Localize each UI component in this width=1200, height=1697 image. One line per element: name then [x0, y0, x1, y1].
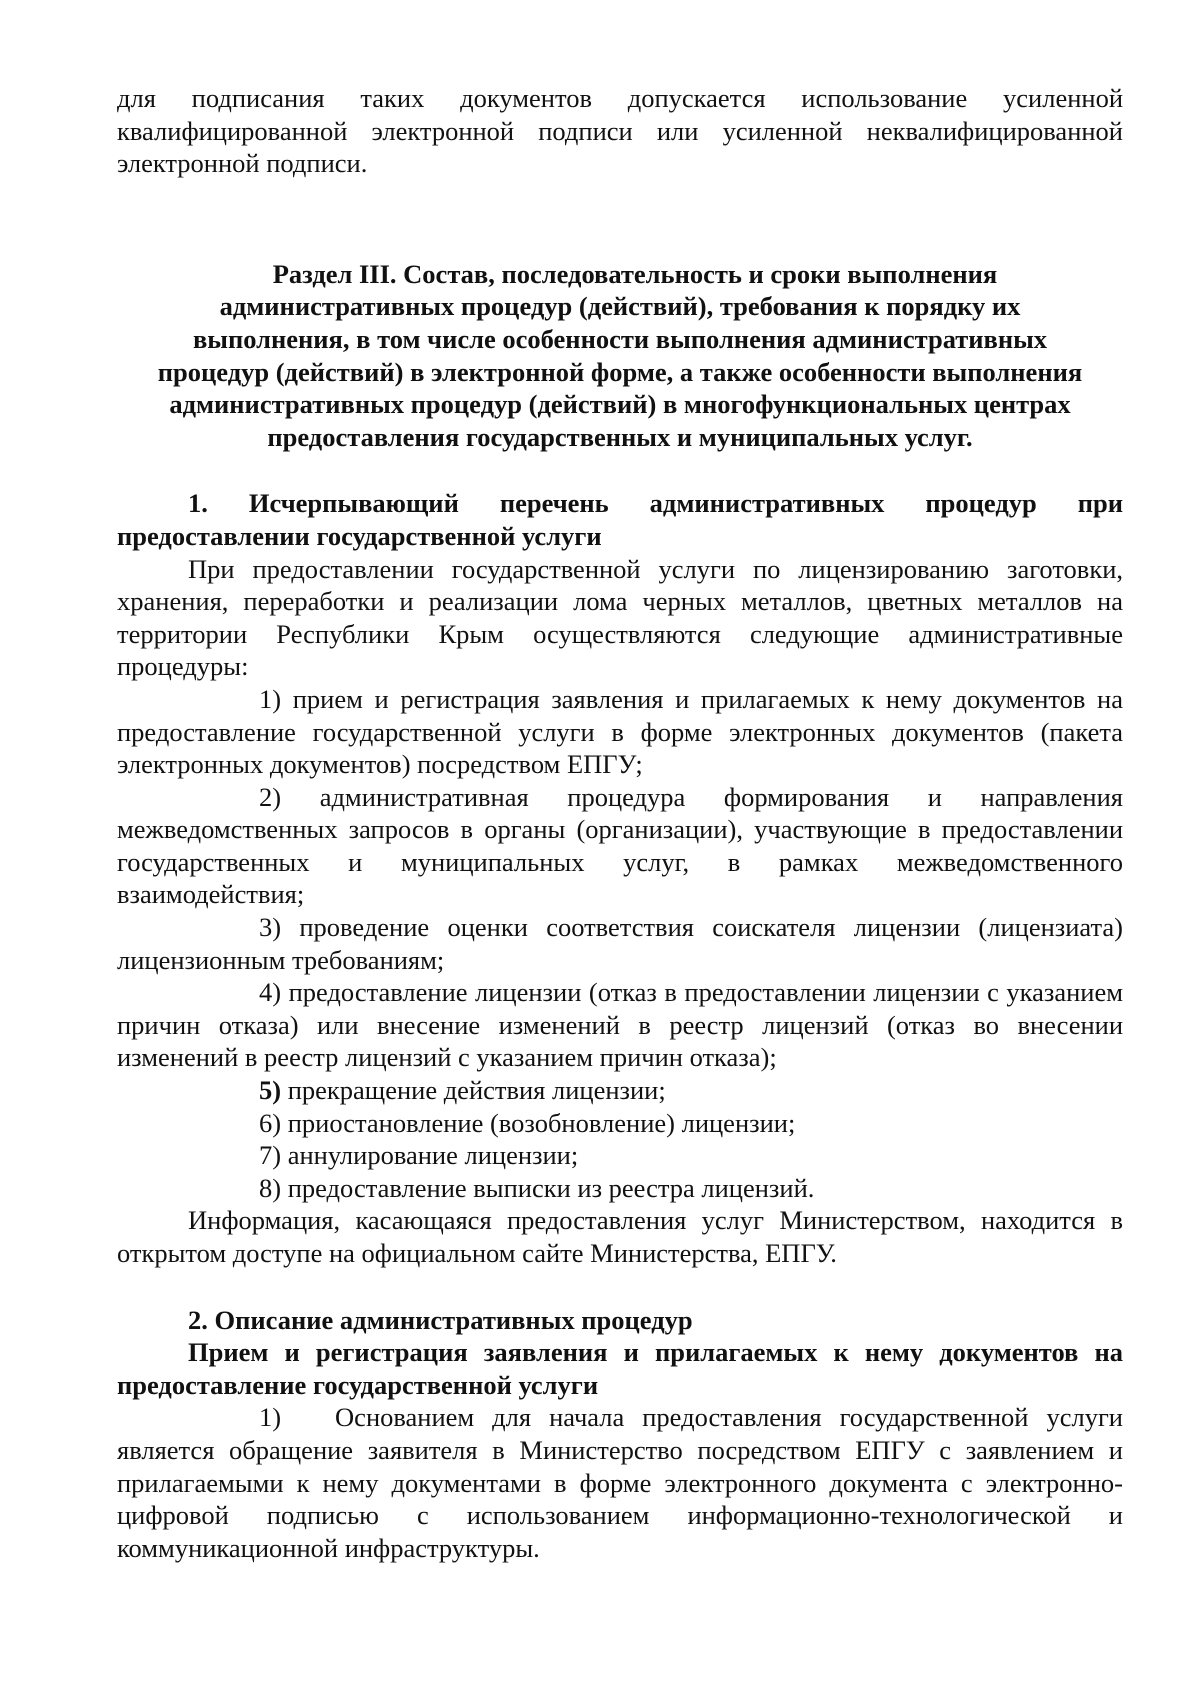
heading-procedures-description: 2. Описание административных процедур [188, 1304, 693, 1335]
procedures-intro-paragraph: При предоставлении государственной услуги по лицензированию заготовки, хранения, переработки и реализации лома черных металлов, цветных металлов на территории Республики Крым осуществляются следующие административные процедуры: [117, 553, 1123, 682]
list-item-text: административная процедура формирования и направления межведомственных запросов в органы (организации), участвующие в предоставлении государственных и муниципальных услуг, в рамках межведомственного взаимодействия; [117, 781, 1123, 910]
section-title-line: предоставления государственных и муниципальных услуг. [267, 421, 973, 452]
list-item [117, 1139, 1123, 1172]
heading-procedures-list: 1. Исчерпывающий перечень административных процедур при предоставлении государственной услуги [117, 488, 1123, 551]
list-item-number: 2) [259, 781, 282, 812]
list-item [117, 1172, 1123, 1205]
list-item-number: 7) [259, 1140, 282, 1171]
list-item-text: прием и регистрация заявления и прилагаемых к нему документов на предоставление государственной услуги в форме электронных документов (пакета электронных документов) посредством ЕПГУ; [117, 683, 1123, 780]
list-item-number: 8) [259, 1172, 282, 1203]
list-item [117, 911, 1123, 976]
subheading-reception: Прием и регистрация заявления и прилагаемых к нему документов на предоставление государственной услуги [117, 1337, 1123, 1400]
list-item-text: проведение оценки соответствия соискателя лицензии (лицензиата) лицензионным требованиям; [117, 912, 1123, 975]
list-item [117, 781, 1123, 911]
list-item [117, 976, 1123, 1074]
paragraph-text: Основанием для начала предоставления государственной услуги является обращение заявителя в Министерство посредством ЕПГУ с заявлением и прилагаемыми к нему документами в форме электронного документа с электронно-цифровой подписью с использованием информационно-технологической и коммуникационной инфраструктуры. [117, 1402, 1130, 1563]
info-paragraph: Информация, касающаяся предоставления услуг Министерством, находится в открытом доступе на официальном сайте Министерства, ЕПГУ. [117, 1205, 1123, 1268]
list-item [117, 683, 1123, 781]
section-title-line: Раздел III. Состав, последовательность и сроки выполнения [272, 258, 998, 289]
list-item [117, 1074, 1123, 1107]
section-title-line: выполнения, в том числе особенности выполнения административных [192, 323, 1048, 354]
list-item-number: 1) [259, 683, 282, 714]
list-item-text: прекращение действия лицензии; [281, 1075, 666, 1106]
section-title [117, 258, 1123, 454]
list-item-text: аннулирование лицензии; [281, 1140, 579, 1171]
section-title-line: административных процедур (действий) в многофункциональных центрах [169, 389, 1071, 420]
list-item [117, 1107, 1123, 1140]
list-item-number: 4) [259, 977, 282, 1008]
list-item-number: 3) [259, 912, 282, 943]
intro-paragraph: для подписания таких документов допускается использование усиленной квалифицированной электронной подписи или усиленной неквалифицированной электронной подписи. [117, 83, 1123, 179]
list-item-number: 5) [259, 1075, 282, 1106]
list-item-text: предоставление выписки из реестра лицензий. [281, 1172, 815, 1203]
list-item-text: предоставление лицензии (отказ в предоставлении лицензии с указанием причин отказа) или внесение изменений в реестр лицензий (отказ во внесении изменений в реестр лицензий с указанием причин отказа); [117, 977, 1123, 1073]
reception-paragraph [117, 1401, 1130, 1564]
paragraph-number: 1) [259, 1402, 282, 1433]
document-page [117, 82, 1130, 1564]
section-title-line: процедур (действий) в электронной форме, а также особенности выполнения [157, 356, 1083, 387]
list-item-text: приостановление (возобновление) лицензии; [281, 1107, 796, 1138]
list-item-number: 6) [259, 1107, 282, 1138]
section-title-line: административных процедур (действий), требования к порядку их [219, 291, 1021, 322]
